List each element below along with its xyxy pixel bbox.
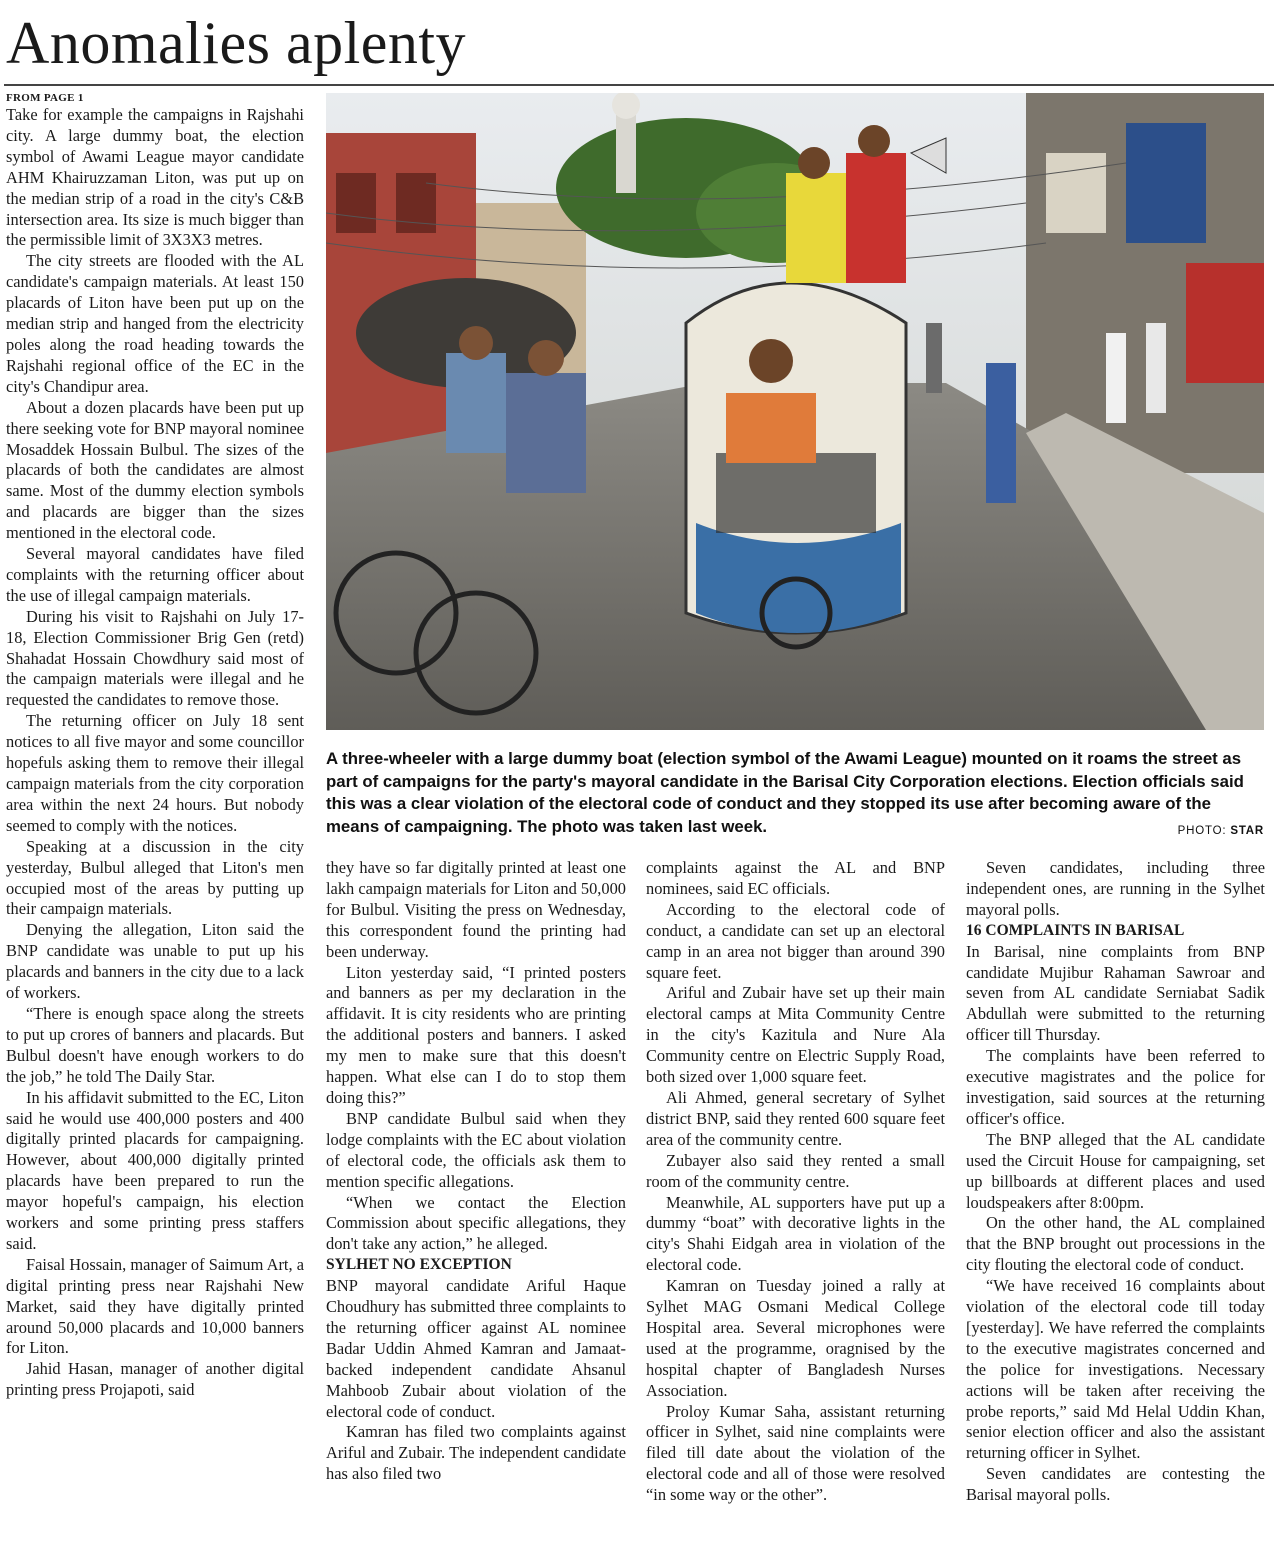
paragraph: Liton yesterday said, “I printed posters and banners as per my declaration in the affidavit. It is city residents who are printing the additional posters and banners. I asked my men to make sure that this doesn't happen. What else can I do to stop them doing this?” xyxy=(326,962,626,1107)
paragraph: Denying the allegation, Liton said the BNP candidate was unable to put up his placards and banners in the city due to a lack of workers. xyxy=(6,920,304,1003)
paragraph: Take for example the campaigns in Rajshahi city. A large dummy boat, the election symbol of Awami League mayor candidate AHM Khairuzzaman Liton, was put up on the median strip of a road in the city's C&B intersection area. Its size is much bigger than the permissible limit of 3X3X3 metres. xyxy=(6,105,304,250)
photo-credit xyxy=(1178,825,1264,837)
street-scene-illustration xyxy=(326,93,1264,730)
paragraph: Speaking at a discussion in the city yesterday, Bulbul alleged that Liton's men occupied most of the areas by putting up their campaign materials. xyxy=(6,836,304,919)
paragraph: BNP candidate Bulbul said when they lodge complaints with the EC about violation of electoral code, the officials ask them to mention specific allegations. xyxy=(326,1108,626,1191)
paragraph: In Barisal, nine complaints from BNP candidate Mujibur Rahaman Sawroar and seven from AL candidate Serniabat Sadik Abdullah were submitted to the returning officer till Thursday. xyxy=(966,941,1265,1045)
paragraph: Ali Ahmed, general secretary of Sylhet district BNP, said they rented 600 square feet area of the community centre. xyxy=(646,1087,945,1149)
article-column-1 xyxy=(6,91,304,1566)
article-column-3 xyxy=(646,858,945,1566)
paragraph: Faisal Hossain, manager of Saimum Art, a digital printing press near Rajshahi New Market, said they have digitally printed around 50,000 placards and 10,000 banners for Liton. xyxy=(6,1254,304,1358)
headline-rule xyxy=(4,84,1274,86)
paragraph: Ariful and Zubair have set up their main electoral camps at Mita Community Centre in the city's Kazitula and Nure Ala Community centre on Electric Supply Road, both sized over 1,000 square feet. xyxy=(646,983,945,1087)
paragraph: The city streets are flooded with the AL candidate's campaign materials. At least 150 placards of Liton have been put up on the median strip and hanged from the electricity poles along the road heading towards the Rajshahi regional office of the EC in the city's Chandipur area. xyxy=(6,251,304,396)
subhead-barisal: 16 COMPLAINTS IN BARISAL xyxy=(966,921,1185,939)
paragraph: Proloy Kumar Saha, assistant returning officer in Sylhet, said nine complaints were filed till date about the violation of the electoral code and all of those were resolved “in some way or the other”. xyxy=(646,1401,945,1505)
paragraph: During his visit to Rajshahi on July 17-18, Election Commissioner Brig Gen (retd) Shahadat Hossain Chowdhury said most of the campaign materials were illegal and he requested the candidates to remove those. xyxy=(6,606,304,710)
kicker-from-page: FROM PAGE 1 xyxy=(6,92,84,104)
paragraph: Zubayer also said they rented a small room of the community centre. xyxy=(646,1150,945,1191)
paragraph: they have so far digitally printed at least one lakh campaign materials for Liton and 50,000 for Bulbul. Visiting the press on Wednesday, this correspondent found the printing had been underway. xyxy=(326,858,626,961)
paragraph: Jahid Hasan, manager of another digital printing press Projapoti, said xyxy=(6,1359,304,1400)
paragraph: Kamran on Tuesday joined a rally at Sylhet MAG Osmani Medical College Hospital area. Several microphones were used at the programme, oragnised by the hospital chapter of Bangladesh Nurses Association. xyxy=(646,1276,945,1400)
article-column-4 xyxy=(966,858,1265,1566)
photo-credit-label: PHOTO: xyxy=(1177,825,1231,837)
paragraph: BNP mayoral candidate Ariful Haque Choudhury has submitted three complaints to the returning officer against AL nominee Badar Uddin Ahmed Kamran and Jamaat-backed independent candidate Ahsanul Mahboob Zubair about violation of the electoral code of conduct. xyxy=(326,1276,626,1421)
photo-caption: A three-wheeler with a large dummy boat (election symbol of the Awami League) mounted on it roams the street as part of campaigns for the party's mayoral candidate in the Barisal City Corporation elections. Election officials said this was a clear violation of the electoral code of conduct and they stopped its use after becoming aware of the means of campaigning. The photo was taken last week. xyxy=(326,749,1244,836)
paragraph: According to the electoral code of conduct, a candidate can set up an electoral camp in an area not bigger than around 390 square feet. xyxy=(646,899,945,982)
headline: Anomalies aplenty xyxy=(6,10,467,76)
news-photo xyxy=(326,93,1264,730)
paragraph: “When we contact the Election Commission about specific allegations, they don't take any action,” he alleged. xyxy=(326,1192,626,1254)
paragraph: The complaints have been referred to executive magistrates and the police for investigation, said sources at the returning officer's office. xyxy=(966,1046,1265,1128)
paragraph: Seven candidates are contesting the Barisal mayoral polls. xyxy=(966,1464,1265,1505)
paragraph: complaints against the AL and BNP nominees, said EC officials. xyxy=(646,858,945,898)
paragraph: Kamran has filed two complaints against Ariful and Zubair. The independent candidate has also filed two xyxy=(326,1422,626,1484)
paragraph: “There is enough space along the streets to put up crores of banners and placards. But Bulbul doesn't have enough workers to do the job,” he told The Daily Star. xyxy=(6,1003,304,1086)
paragraph: On the other hand, the AL complained that the BNP brought out processions in the city flouting the electoral code of conduct. xyxy=(966,1213,1265,1275)
paragraph: “We have received 16 complaints about violation of the electoral code till today [yesterday]. We have referred the complaints to the executive magistrates concerned and the police for investigations. Necessary actions will be taken after receiving the probe reports,” said Md Helal Uddin Khan, senior election officer and also the assistant returning officer in Sylhet. xyxy=(966,1276,1265,1463)
photo-credit-source: STAR xyxy=(1230,825,1264,837)
paragraph: In his affidavit submitted to the EC, Liton said he would use 400,000 posters and 400 digitally printed placards for campaigning. However, about 400,000 digitally printed placards have been prepared to run the mayor hopeful's campaign, his election workers and some printing press staffers said. xyxy=(6,1087,304,1253)
paragraph: About a dozen placards have been put up there seeking vote for BNP mayoral nominee Mosaddek Hossain Bulbul. The sizes of the placards of both the candidates are almost same. Most of the dummy election symbols and placards are bigger than the sizes mentioned in the electoral code. xyxy=(6,397,304,543)
subhead-sylhet: SYLHET NO EXCEPTION xyxy=(326,1256,512,1274)
paragraph: Seven candidates, including three independent ones, are running in the Sylhet mayoral polls. xyxy=(966,858,1265,919)
paragraph: Several mayoral candidates have filed complaints with the returning officer about the use of illegal campaign materials. xyxy=(6,544,304,605)
paragraph: The BNP alleged that the AL candidate used the Circuit House for campaigning, set up billboards at different places and used loudspeakers after 8:00pm. xyxy=(966,1129,1265,1212)
article-column-2 xyxy=(326,858,626,1566)
paragraph: Meanwhile, AL supporters have put up a dummy “boat” with decorative lights in the city's Shahi Eidgah area in violation of the electoral code. xyxy=(646,1192,945,1275)
paragraph: The returning officer on July 18 sent notices to all five mayor and some councillor hopefuls asking them to remove their illegal campaign materials from the city corporation area within the next 24 hours. But nobody seemed to comply with the notices. xyxy=(6,711,304,835)
